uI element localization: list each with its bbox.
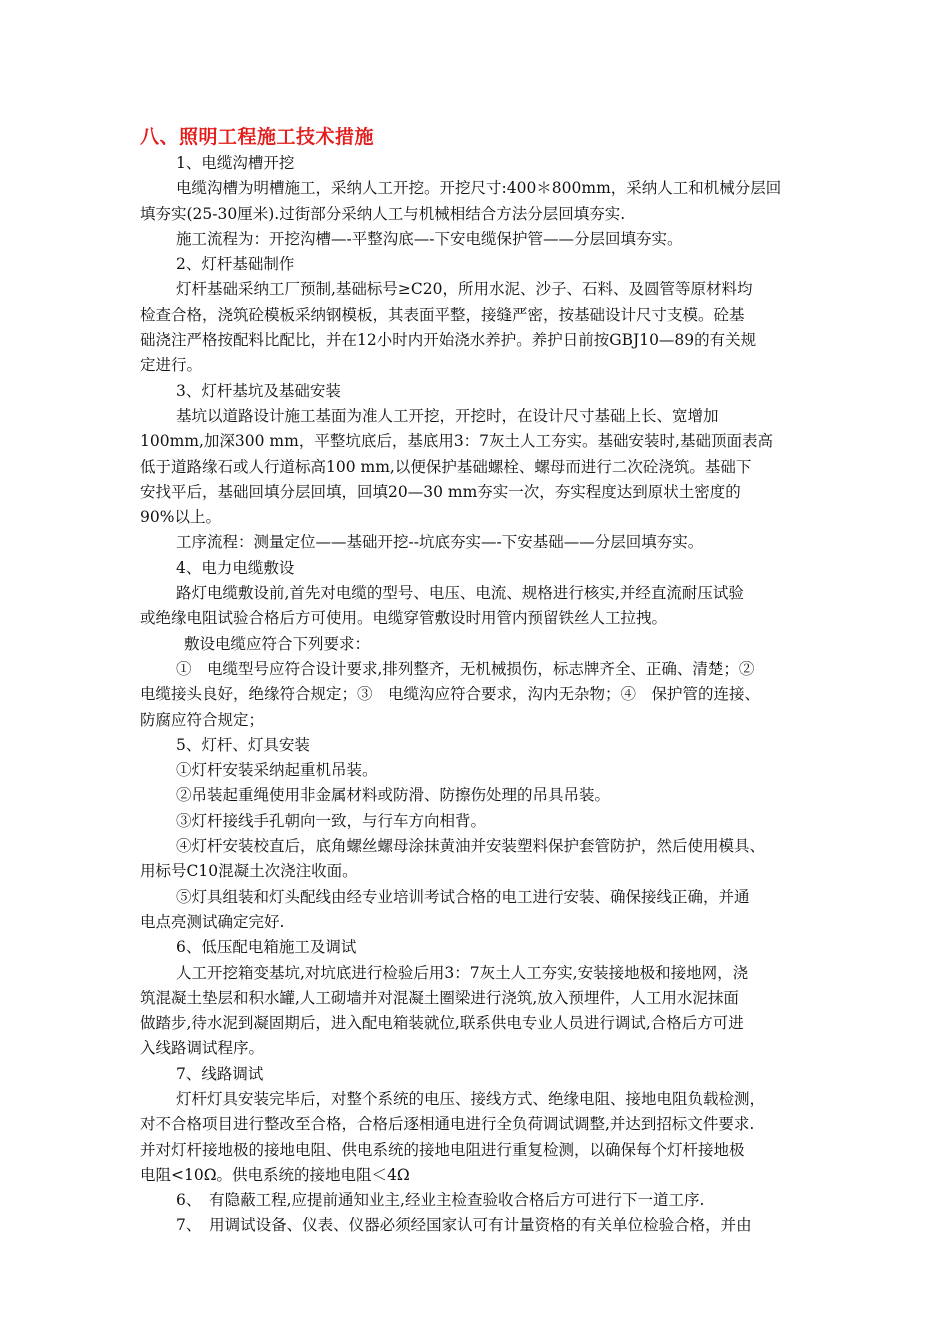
list-item: ④灯杆安装校直后，底角螺丝螺母涂抹黄油并安装塑料保护套管防护，然后使用模具、 (176, 837, 766, 856)
subheading-pole-lamp-install: 5、灯杆、灯具安装 (176, 735, 310, 754)
paragraph-line: 并对灯杆接地极的接地电阻、供电系统的接地电阻进行重复检测，以确保每个灯杆接地极 (140, 1140, 745, 1159)
list-item: ⑤灯具组装和灯头配线由经专业培训考试合格的电工进行安装、确保接线正确，并通 (176, 887, 750, 906)
paragraph-line: 防腐应符合规定； (140, 710, 265, 729)
paragraph-line: 或绝缘电阻试验合格后方可使用。电缆穿管敷设时用管内预留铁丝人工拉拽。 (140, 609, 668, 628)
paragraph-line: 基坑以道路设计施工基面为准人工开挖，开挖时，在设计尺寸基础上长、宽增加 (176, 406, 719, 425)
paragraph-line: 低于道路缘石或人行道标高100 mm,以便保护基础螺栓、螺母而进行二次砼浇筑。基础下 (140, 457, 752, 476)
subheading-line-debug: 7、线路调试 (176, 1064, 264, 1083)
paragraph-line: 施工流程为：开挖沟槽—-平整沟底—-下安电缆保护管——分层回填夯实。 (176, 229, 683, 248)
subheading-distribution-box: 6、低压配电箱施工及调试 (176, 938, 357, 957)
subheading-cable-trench: 1、电缆沟槽开挖 (176, 154, 295, 172)
paragraph-line: 筑混凝土垫层和积水罐,人工砌墙并对混凝土圈梁进行浇筑,放入预埋件，人工用水泥抹面 (140, 988, 739, 1007)
paragraph-line: 90%以上。 (140, 508, 221, 527)
list-item: 7、 用调试设备、仪表、仪器必须经国家认可有计量资格的有关单位检验合格，并由 (176, 1216, 752, 1235)
paragraph-line: ① 电缆型号应符合设计要求,排列整齐，无机械损伤，标志牌齐全、正确、清楚；② (176, 659, 755, 678)
paragraph-line: 做踏步,待水泥到凝固期后，进入配电箱装就位,联系供电专业人员进行调试,合格后方可进 (140, 1014, 744, 1033)
subheading-pole-foundation: 2、灯杆基础制作 (176, 255, 295, 274)
list-item: ③灯杆接线手孔朝向一致，与行车方向相背。 (176, 811, 487, 830)
list-item: 6、 有隐蔽工程,应提前通知业主,经业主检查验收合格后方可进行下一道工序. (176, 1191, 705, 1210)
paragraph-line: 电阻<10Ω。供电系统的接地电阻＜4Ω (140, 1165, 410, 1184)
paragraph-line: 对不合格项目进行整改至合格，合格后逐相通电进行全负荷调试调整,并达到招标文件要求. (140, 1115, 755, 1134)
paragraph-line: 检查合格，浇筑砼模板采纳钢模板，其表面平整，接缝严密，按基础设计尺寸支模。砼基 (140, 305, 745, 324)
section-title: 八、照明工程施工技术措施 (140, 126, 375, 148)
paragraph-line: 电缆接头良好，绝缘符合规定；③ 电缆沟应符合要求，沟内无杂物；④ 保护管的连接、 (140, 685, 761, 704)
paragraph-line: 100mm,加深300 mm，平整坑底后，基底用3：7灰土人工夯实。基础安装时,基础顶面表高 (140, 432, 773, 451)
paragraph-line: 工序流程：测量定位——基础开挖--坑底夯实—-下安基础——分层回填夯实。 (176, 533, 704, 552)
paragraph-line: 人工开挖箱变基坑,对坑底进行检验后用3：7灰土人工夯实,安装接地极和接地网，浇 (176, 963, 749, 982)
paragraph-line: 础浇注严格按配料比配比，并在12小时内开始浇水养护。养护日前按GBJ10—89的有关规 (140, 331, 757, 350)
paragraph-line: 电缆沟槽为明槽施工，采纳人工开挖。开挖尺寸:400＊800mm，采纳人工和机械分层回 (176, 179, 782, 198)
paragraph-line: 灯杆基础采纳工厂预制,基础标号≥C20，所用水泥、沙子、石料、及圆管等原材料均 (176, 280, 753, 299)
paragraph-line: 敷设电缆应符合下列要求： (184, 634, 371, 653)
paragraph-line: 用标号C10混凝土次浇注收面。 (140, 862, 358, 881)
paragraph-line: 安找平后，基础回填分层回填，回填20—30 mm夯实一次，夯实程度达到原状土密度的 (140, 482, 741, 501)
document-page (140, 124, 820, 1239)
paragraph-line: 填夯实(25-30厘米).过街部分采纳人工与机械相结合方法分层回填夯实. (140, 204, 626, 223)
paragraph-line: 入线路调试程序。 (140, 1039, 265, 1058)
list-item: ①灯杆安装采纳起重机吊装。 (176, 761, 378, 780)
paragraph-line: 灯杆灯具安装完毕后，对整个系统的电压、接线方式、绝缘电阻、接地电阻负载检测， (176, 1089, 766, 1108)
list-item: ②吊装起重绳使用非金属材料或防滑、防擦伤处理的吊具吊装。 (176, 786, 611, 805)
subheading-foundation-pit: 3、灯杆基坑及基础安装 (176, 381, 341, 400)
paragraph-line: 电点亮测试确定完好. (140, 912, 285, 931)
subheading-power-cable: 4、电力电缆敷设 (176, 558, 295, 577)
paragraph-line: 定进行。 (140, 356, 203, 375)
paragraph-line: 路灯电缆敷设前,首先对电缆的型号、电压、电流、规格进行核实,并经直流耐压试验 (176, 584, 744, 603)
